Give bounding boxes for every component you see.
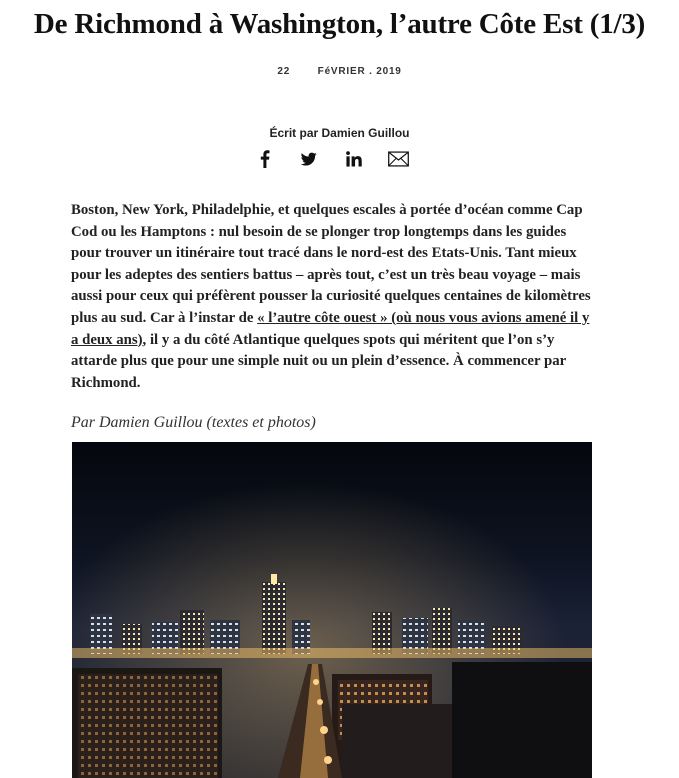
date-day: 22 xyxy=(277,66,291,77)
photo-byline: Par Damien Guillou (textes et photos) xyxy=(71,414,316,431)
richmond-night-photo xyxy=(72,442,592,778)
city-skyline-image xyxy=(72,442,592,778)
email-icon[interactable] xyxy=(388,149,409,169)
date-month-year: FéVRIER . 2019 xyxy=(317,66,402,77)
previous-article-link[interactable]: « l’autre côte ouest » (où nous vous avions amené il y a deux ans) xyxy=(71,309,590,348)
intro-paragraph xyxy=(71,200,595,394)
linkedin-icon[interactable] xyxy=(346,149,362,169)
article-title: De Richmond à Washington, l’autre Côte Est (1/3) xyxy=(33,8,646,40)
intro-text-end: , il y a du côté Atlantique quelques spots qui méritent que l’on s’y attarde plus que pour une simple nuit ou un plein d’essence. À commencer par Richmond. xyxy=(71,331,566,391)
facebook-icon[interactable] xyxy=(260,149,270,169)
twitter-icon[interactable] xyxy=(301,149,317,169)
intro-text: Boston, New York, Philadelphie, et quelques escales à portée d’océan comme Cap Cod ou les Hamptons : nul besoin de se plonger trop longtemps dans les guides pour trouver un itinéraire tout tracé dans le nord-est des Etats-Unis. Tant mieux pour les adeptes des sentiers battus – après tout, c’est un très beau voyage – mais aussi pour ceux qui préfèrent pousser la curiosité quelques centaines de kilomètres plus au sud. Car à l’instar de xyxy=(71,202,591,326)
publish-date xyxy=(0,66,679,77)
author-line: Écrit par Damien Guillou xyxy=(269,126,410,140)
share-bar xyxy=(254,149,414,169)
